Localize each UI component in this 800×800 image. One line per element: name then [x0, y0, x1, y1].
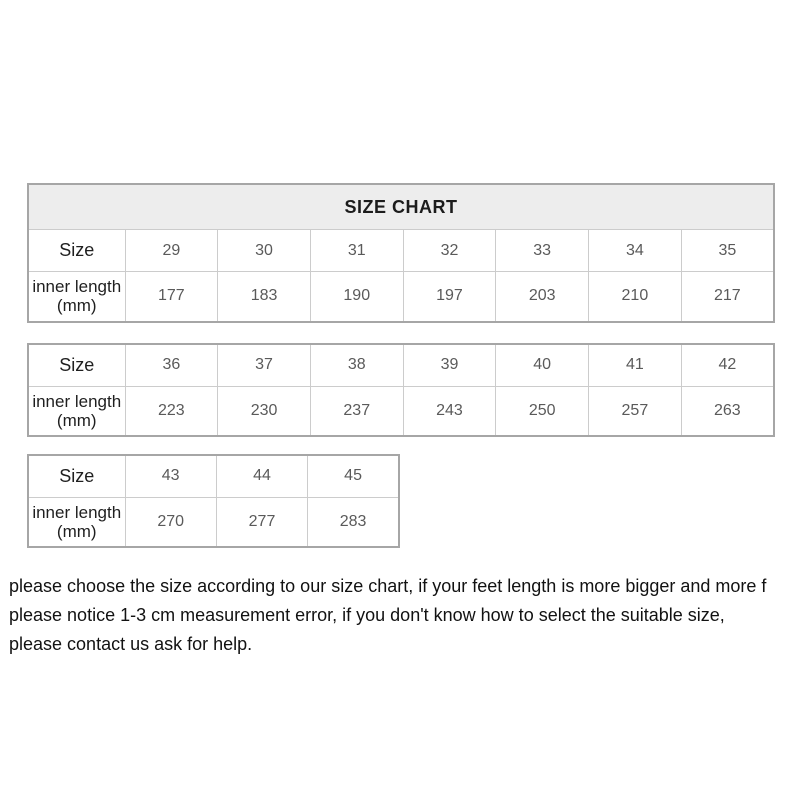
size-row-label: Size — [28, 344, 125, 386]
length-value-cell: 210 — [589, 272, 682, 322]
size-value-cell: 43 — [125, 455, 216, 497]
size-note-line-3: please contact us ask for help. — [9, 634, 253, 654]
table-row — [28, 272, 774, 322]
size-value-cell: 36 — [125, 344, 218, 386]
size-value-cell: 32 — [403, 230, 496, 272]
length-value-cell: 203 — [496, 272, 589, 322]
length-value-cell: 277 — [216, 497, 307, 547]
size-value-cell: 39 — [403, 344, 496, 386]
length-value-cell: 270 — [125, 497, 216, 547]
size-value-cell: 40 — [496, 344, 589, 386]
inner-length-label: inner length — [32, 502, 122, 522]
length-value-cell: 263 — [681, 386, 774, 436]
inner-length-unit-label: (mm) — [56, 410, 97, 430]
length-value-cell: 183 — [218, 272, 311, 322]
size-value-cell: 37 — [218, 344, 311, 386]
size-value-cell: 44 — [216, 455, 307, 497]
length-value-cell: 190 — [310, 272, 403, 322]
size-row-label: Size — [28, 455, 125, 497]
length-value-cell: 217 — [681, 272, 774, 322]
size-value-cell: 42 — [681, 344, 774, 386]
length-value-cell: 243 — [403, 386, 496, 436]
size-value-cell: 34 — [589, 230, 682, 272]
size-value-cell: 35 — [681, 230, 774, 272]
table-row — [28, 497, 399, 547]
length-value-cell: 197 — [403, 272, 496, 322]
length-value-cell: 230 — [218, 386, 311, 436]
inner-length-row-label — [28, 386, 125, 436]
size-note-line-2: please notice 1-3 cm measurement error, if you don't know how to select the suitable size, — [9, 605, 725, 625]
size-value-cell: 41 — [589, 344, 682, 386]
size-value-cell: 33 — [496, 230, 589, 272]
table-row — [28, 386, 774, 436]
table-row — [28, 344, 774, 386]
size-value-cell: 29 — [125, 230, 218, 272]
size-chart-table-1 — [27, 183, 775, 323]
size-chart-table-2 — [27, 343, 775, 437]
size-value-cell: 45 — [308, 455, 399, 497]
size-value-cell: 38 — [310, 344, 403, 386]
table-row — [28, 184, 774, 230]
size-value-cell: 30 — [218, 230, 311, 272]
inner-length-label: inner length — [32, 277, 122, 297]
length-value-cell: 223 — [125, 386, 218, 436]
inner-length-row-label — [28, 272, 125, 322]
size-value-cell: 31 — [310, 230, 403, 272]
size-note-paragraph — [9, 572, 800, 659]
size-row-label: Size — [28, 230, 125, 272]
size-chart-table-3 — [27, 454, 400, 548]
size-chart-title: SIZE CHART — [28, 184, 774, 230]
inner-length-unit-label: (mm) — [56, 521, 97, 541]
inner-length-unit-label: (mm) — [56, 296, 97, 316]
length-value-cell: 177 — [125, 272, 218, 322]
length-value-cell: 257 — [589, 386, 682, 436]
table-row — [28, 455, 399, 497]
length-value-cell: 250 — [496, 386, 589, 436]
length-value-cell: 283 — [308, 497, 399, 547]
inner-length-row-label — [28, 497, 125, 547]
size-note-line-1: please choose the size according to our size chart, if your feet length is more bigger and more f — [9, 576, 767, 596]
table-row — [28, 230, 774, 272]
length-value-cell: 237 — [310, 386, 403, 436]
inner-length-label: inner length — [32, 391, 122, 411]
